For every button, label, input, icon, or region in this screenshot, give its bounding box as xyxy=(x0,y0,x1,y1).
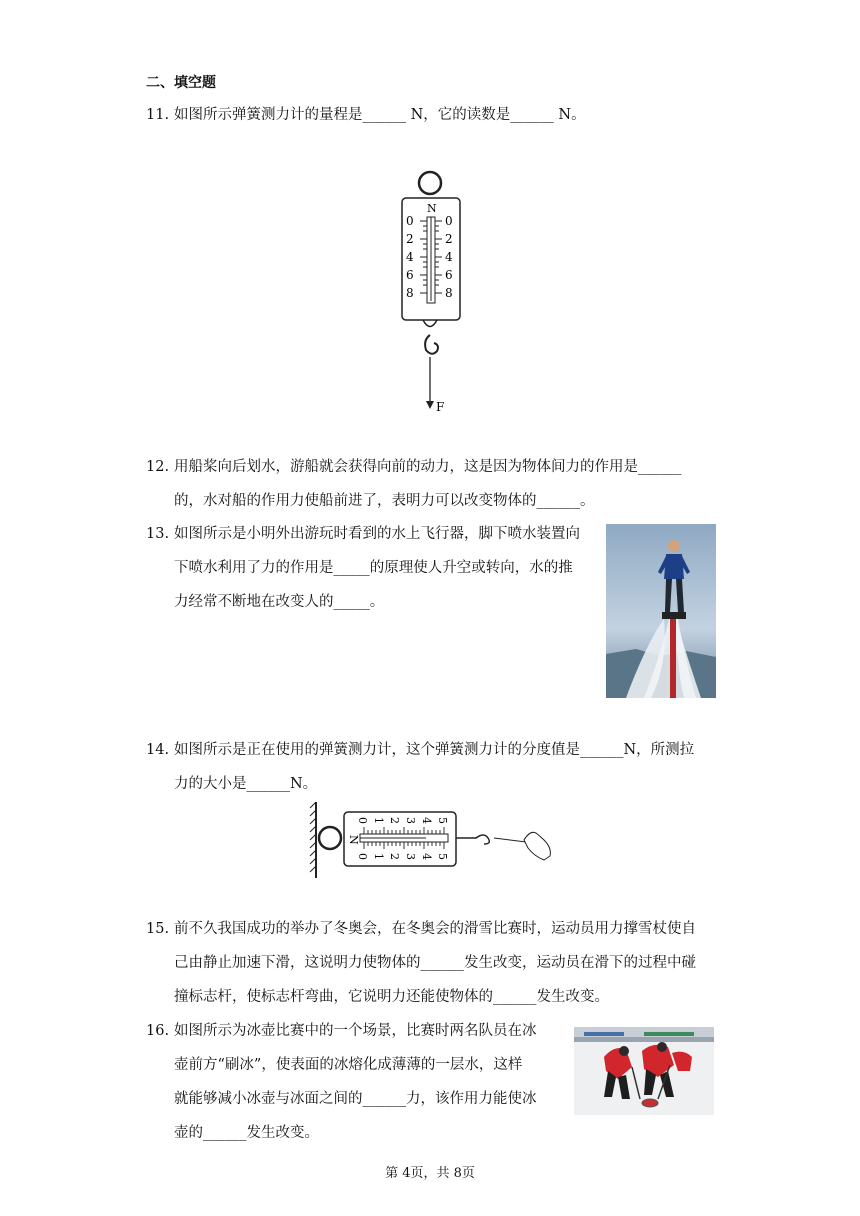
force-label: F xyxy=(436,400,445,414)
curling-photo xyxy=(574,1027,714,1115)
scale-numbers-right xyxy=(445,214,453,300)
question-text-line: 力的大小是______N。 xyxy=(174,776,318,792)
scale-number: 2 xyxy=(445,232,453,246)
scale-hook xyxy=(456,835,489,844)
question-text-line: 前不久我国成功的举办了冬奥会，在冬奥会的滑雪比赛时，运动员用力撑雪杖使自 xyxy=(174,921,696,937)
section-title: 二、填空题 xyxy=(146,75,216,91)
question-15 xyxy=(146,912,726,1014)
scale-number: 6 xyxy=(406,268,414,282)
scale-number: 1 xyxy=(372,853,385,860)
question-text-line: 的，水对船的作用力使船前进了，表明力可以改变物体的______。 xyxy=(174,493,595,509)
question-text-line: 用船桨向后划水，游船就会获得向前的动力，这是因为物体间力的作用是______ xyxy=(174,459,682,475)
scale-number: 8 xyxy=(406,286,414,300)
scale-number: 4 xyxy=(420,817,433,824)
pulling-hand xyxy=(524,832,550,860)
question-text-line: 壶的______发生改变。 xyxy=(174,1125,319,1141)
scale-number: 0 xyxy=(406,214,414,228)
question-number: 15. xyxy=(146,921,170,937)
question-text-line: 力经常不断地在改变人的_____。 xyxy=(174,594,385,610)
scale-number: 2 xyxy=(406,232,414,246)
scale-unit-label: N xyxy=(347,835,360,845)
scale-top-ring xyxy=(419,172,441,194)
question-11 xyxy=(146,98,726,132)
question-number: 14. xyxy=(146,742,170,758)
scale-number: 2 xyxy=(388,853,401,860)
question-text-line: 如图所示弹簧测力计的量程是______ N，它的读数是______ N。 xyxy=(174,107,586,123)
question-text-line: 就能够减小冰壶与冰面之间的______力，该作用力能使冰 xyxy=(174,1091,537,1107)
question-text-line: 如图所示为冰壶比赛中的一个场景，比赛时两名队员在冰 xyxy=(174,1023,537,1039)
question-12 xyxy=(146,450,726,518)
scale-number: 2 xyxy=(388,817,401,824)
water-jetpack-photo xyxy=(606,524,716,698)
scale-number: 4 xyxy=(420,853,433,860)
spring-scale-figure xyxy=(390,165,480,420)
scale-number: 8 xyxy=(445,286,453,300)
scale-number: 5 xyxy=(436,853,449,860)
scale-number: 6 xyxy=(445,268,453,282)
horizontal-spring-scale-figure xyxy=(308,800,558,880)
question-number: 16. xyxy=(146,1023,170,1039)
scale-numbers-left xyxy=(406,214,414,300)
scale-number: 0 xyxy=(356,853,369,860)
scale-number: 0 xyxy=(356,817,369,824)
question-text-line: 己由静止加速下滑，这说明力使物体的______发生改变，运动员在滑下的过程中碰 xyxy=(174,955,696,971)
scale-number: 5 xyxy=(436,817,449,824)
question-13 xyxy=(146,517,596,619)
scale-bottom-loop xyxy=(423,320,437,327)
question-text-line: 撞标志杆，使标志杆弯曲，它说明力还能使物体的______发生改变。 xyxy=(174,989,609,1005)
question-text-line: 如图所示是正在使用的弹簧测力计，这个弹簧测力计的分度值是______N，所测拉 xyxy=(174,742,695,758)
question-number: 11. xyxy=(146,107,170,123)
question-text-line: 壶前方“刷冰”，使表面的冰熔化成薄薄的一层水，这样 xyxy=(174,1057,523,1073)
scale-number: 1 xyxy=(372,817,385,824)
page-footer: 第 4页，共 8页 xyxy=(385,1166,475,1181)
question-16 xyxy=(146,1014,566,1150)
scale-number: 4 xyxy=(445,250,453,264)
scale-unit-label: N xyxy=(427,202,437,215)
pull-string xyxy=(494,838,526,842)
question-text-line: 下喷水利用了力的作用是_____的原理使人升空或转向，水的推 xyxy=(174,560,573,576)
scale-number: 4 xyxy=(406,250,414,264)
question-text-line: 如图所示是小明外出游玩时看到的水上飞行器，脚下喷水装置向 xyxy=(174,526,580,542)
question-14 xyxy=(146,733,726,801)
scale-ring xyxy=(319,827,341,849)
scale-number: 3 xyxy=(404,853,417,860)
scale-hook xyxy=(425,335,438,354)
scale-number: 3 xyxy=(404,817,417,824)
force-arrow-head xyxy=(426,401,434,409)
scale-number: 0 xyxy=(445,214,453,228)
question-number: 12. xyxy=(146,459,170,475)
question-number: 13. xyxy=(146,526,170,542)
